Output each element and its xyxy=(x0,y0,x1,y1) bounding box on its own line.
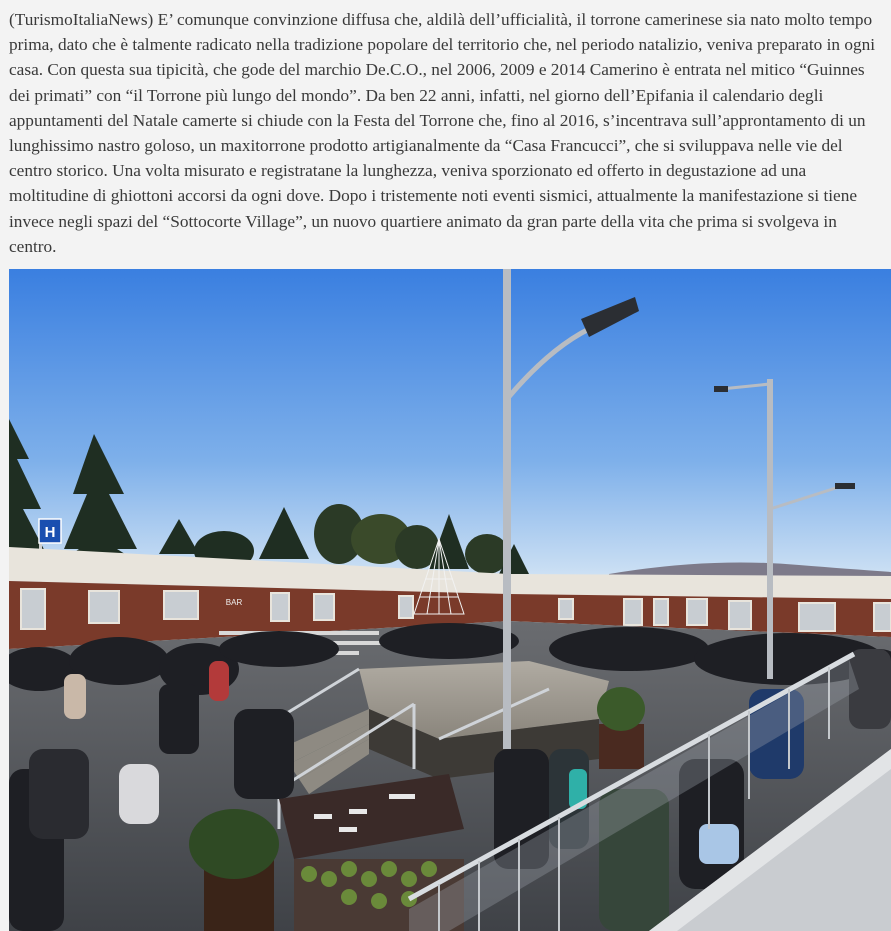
bar-sign: BAR xyxy=(225,598,243,607)
article-paragraph: (TurismoItaliaNews) E’ comunque convinzione diffusa che, aldilà dell’ufficialità, il torrone camerinese sia nato molto tempo prima, dato che è talmente radicato nella tradizione popolare del territorio che, nel periodo natalizio, veniva preparato in ogni casa. Con questa sua tipicità, che gode del marchio De.C.O., nel 2006, 2009 e 2014 Camerino è entrata nel mitico “Guinnes dei primati” con “il Torrone più lungo del mondo”. Da ben 22 anni, infatti, nel giorno dell’Epifania il calendario degli appuntamenti del Natale camerte si chiude con la Festa del Torrone che, fino al 2016, s’incentrava sull’approntamento di un lunghissimo nastro goloso, un maxitorrone prodotto artigianalmente da “Casa Francucci”, che si sviluppava nelle vie del centro storico. Una volta misurato e registratane la lunghezza, veniva sporzionato ed offerto in degustazione ad una moltitudine di ghiottoni accorsi da ogni dove. Dopo i tristemente noti eventi sismici, attualmente la manifestazione si tiene invece negli spazi del “Sottocorte Village”, un nuovo quartiere animato da gran parte della vita che prima si svolgeva in centro. xyxy=(9,10,876,256)
hotel-sign-label: H xyxy=(44,524,56,541)
event-photo xyxy=(9,269,891,931)
